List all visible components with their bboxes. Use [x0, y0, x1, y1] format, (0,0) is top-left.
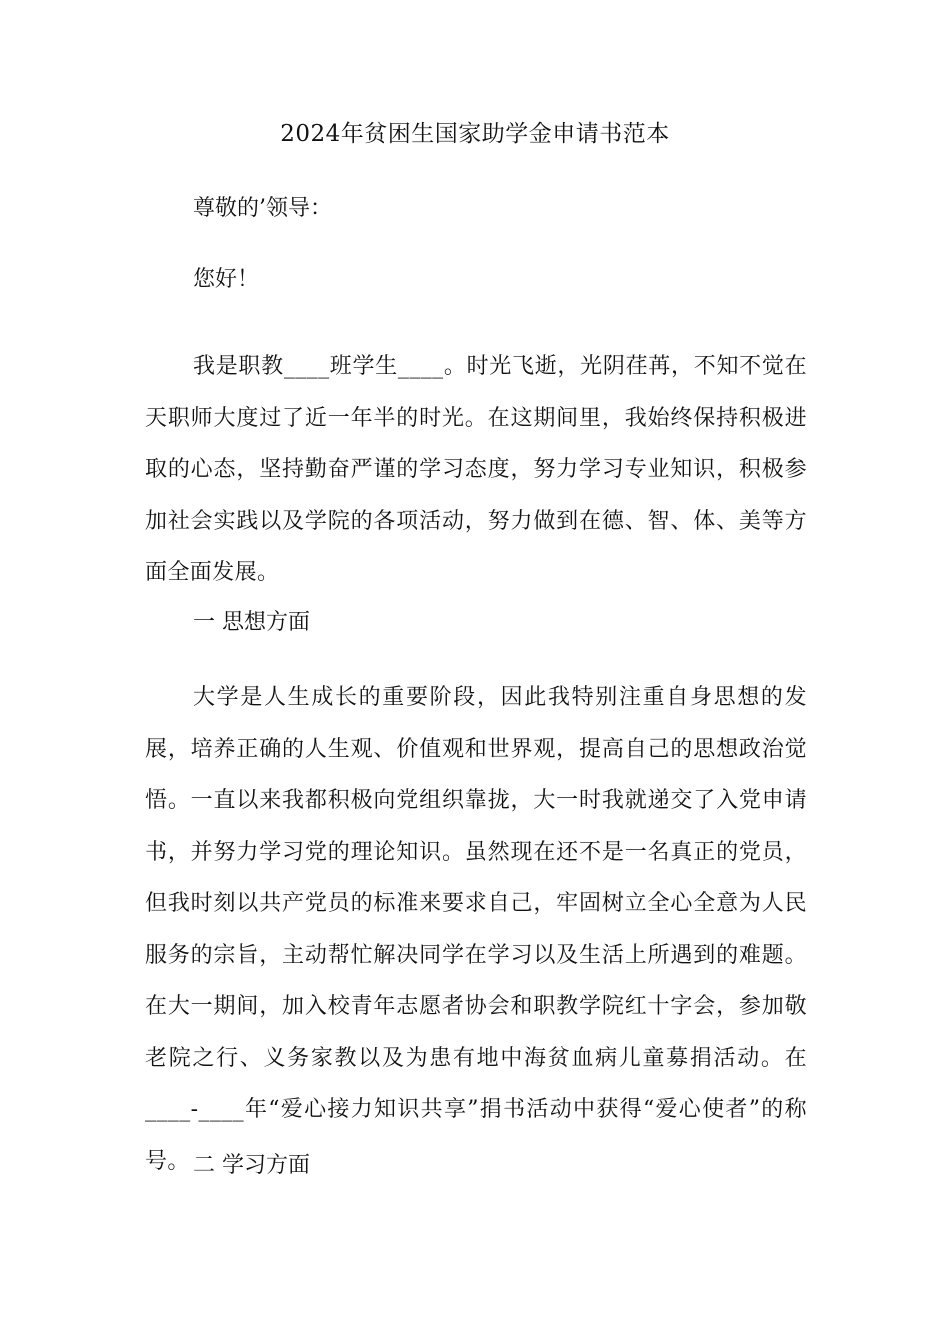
section2-heading: 二 学习方面	[193, 1153, 310, 1178]
section1-paragraph: 大学是人生成长的重要阶段，因此我特别注重自身思想的发展，培养正确的人生观、价值观和世界观，提高自己的思想政治觉悟。一直以来我都积极向党组织靠拢，大一时我就递交了入党申请书，并努力学习党的理论知识。虽然现在还不是一名真正的党员，但我时刻以共产党员的标准来要求自己，牢固树立全心全意为人民服务的宗旨，主动帮忙解决同学在学习以及生活上所遇到的难题。在大一期间，加入校青年志愿者协会和职教学院红十字会，参加敬老院之行、义务家教以及为患有地中海贫血病儿童募捐活动。在____-____年“爱心接力知识共享”捐书活动中获得“爱心使者”的称号。	[145, 685, 807, 1174]
intro-paragraph: 我是职教____班学生____。时光飞逝，光阴荏苒，不知不觉在天职师大度过了近一年半的时光。在这期间里，我始终保持积极进取的心态，坚持勤奋严谨的学习态度，努力学习专业知识，积极参加社会实践以及学院的各项活动，努力做到在德、智、体、美等方面全面发展。	[145, 354, 807, 585]
salutation: 尊敬的’领导：	[193, 196, 332, 221]
section1-heading: 一 思想方面	[193, 610, 310, 635]
document-title: 2024年贫困生国家助学金申请书范本	[280, 121, 670, 147]
greeting: 您好！	[193, 267, 260, 292]
